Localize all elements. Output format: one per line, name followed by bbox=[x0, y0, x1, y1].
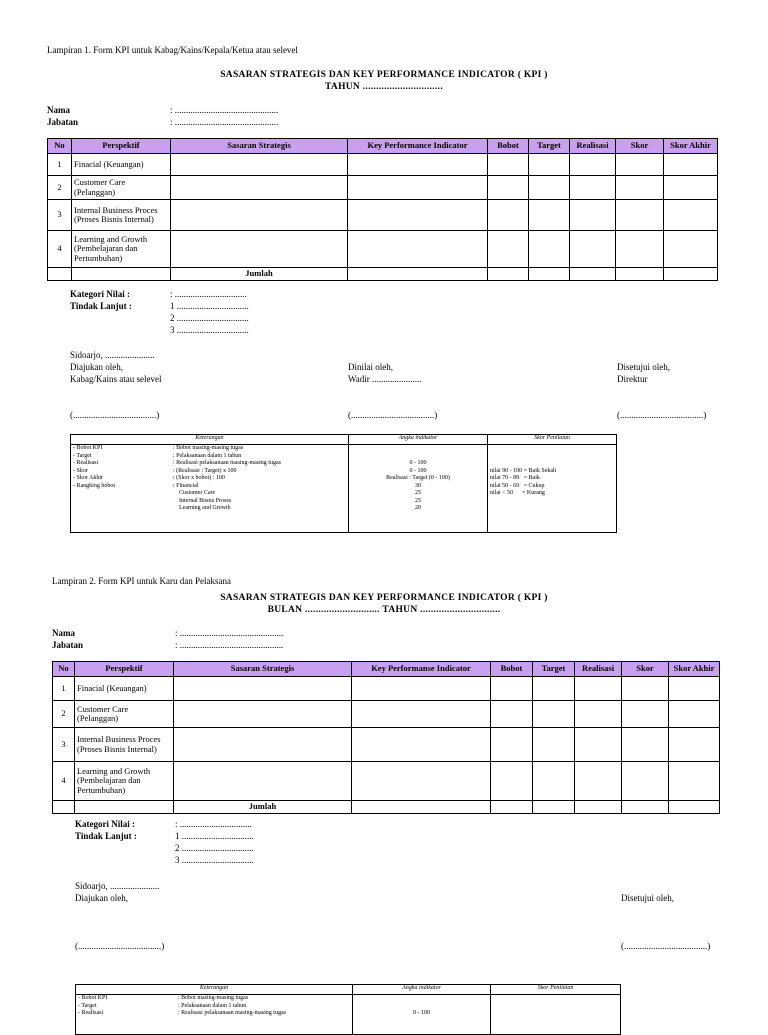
skor-header: Skor Penilaian bbox=[491, 985, 621, 995]
cell-skor-akhir[interactable] bbox=[664, 268, 718, 281]
cell-skor[interactable] bbox=[616, 176, 664, 200]
form2-disetujui: Disetujui oleh, bbox=[621, 893, 674, 903]
table-row bbox=[53, 701, 720, 728]
cell-sasaran[interactable] bbox=[171, 200, 348, 231]
row-perspektif: Learning and Growth (Pembelajaran dan Pertumbuhan) bbox=[75, 762, 174, 801]
cell-target[interactable] bbox=[529, 154, 570, 176]
cell-kpi[interactable] bbox=[348, 154, 488, 176]
cell-skor-akhir[interactable] bbox=[669, 701, 720, 728]
table-row bbox=[48, 231, 718, 268]
tindak-item[interactable]: 2 ................................ bbox=[175, 843, 254, 853]
header-realisasi: Realisasi bbox=[570, 139, 616, 154]
cell-bobot[interactable] bbox=[488, 176, 529, 200]
form1-tindak-label: Tindak Lanjut : bbox=[70, 301, 132, 311]
row-no: 2 bbox=[53, 701, 75, 728]
cell-target[interactable] bbox=[529, 176, 570, 200]
header-skor-akhir: Skor Akhir bbox=[664, 139, 718, 154]
cell-target[interactable] bbox=[533, 728, 575, 762]
form1-keterangan-table bbox=[70, 434, 617, 533]
table-row bbox=[53, 762, 720, 801]
cell-sasaran[interactable] bbox=[174, 728, 352, 762]
cell-sasaran[interactable] bbox=[174, 701, 352, 728]
form2-signature-1: (.....................................) bbox=[75, 941, 165, 951]
cell-sasaran[interactable] bbox=[174, 677, 352, 701]
tindak-item[interactable]: 3 ................................ bbox=[170, 325, 249, 335]
row-no: 3 bbox=[48, 200, 72, 231]
table-row bbox=[53, 677, 720, 701]
header-target: Target bbox=[533, 662, 575, 677]
form1-kategori-field[interactable]: : ................................ bbox=[170, 289, 247, 299]
cell-bobot[interactable] bbox=[491, 801, 533, 814]
row-perspektif: Internal Business Proces (Proses Bisnis Internal) bbox=[72, 200, 171, 231]
row-perspektif: Finacial (Keuangan) bbox=[72, 154, 171, 176]
table-header-row bbox=[53, 662, 720, 677]
header-target: Target bbox=[529, 139, 570, 154]
form1-place-date: Sidoarjo, ...................... bbox=[70, 350, 155, 360]
header-no: No bbox=[53, 662, 75, 677]
cell-skor[interactable] bbox=[616, 154, 664, 176]
cell-realisasi[interactable] bbox=[575, 701, 622, 728]
jumlah-label: Jumlah bbox=[171, 268, 348, 281]
form2-jabatan-label: Jabatan bbox=[52, 640, 84, 650]
header-sasaran: Sasaran Strategis bbox=[171, 139, 348, 154]
jumlah-label: Jumlah bbox=[174, 801, 352, 814]
cell-skor[interactable] bbox=[616, 268, 664, 281]
row-no: 4 bbox=[53, 762, 75, 801]
cell-realisasi[interactable] bbox=[570, 268, 616, 281]
cell-kpi[interactable] bbox=[352, 728, 491, 762]
angka-header: Angka indikator bbox=[349, 435, 488, 445]
cell-bobot[interactable] bbox=[488, 268, 529, 281]
header-realisasi: Realisasi bbox=[575, 662, 622, 677]
form1-dinilai: Dinilai oleh, bbox=[348, 362, 393, 372]
cell-skor-akhir[interactable] bbox=[664, 200, 718, 231]
form2-kpi-table bbox=[52, 661, 720, 814]
cell-skor-akhir[interactable] bbox=[664, 231, 718, 268]
cell-skor[interactable] bbox=[622, 728, 669, 762]
form2-nama-label: Nama bbox=[52, 628, 75, 638]
cell-bobot[interactable] bbox=[488, 231, 529, 268]
cell-sasaran[interactable] bbox=[174, 762, 352, 801]
cell-bobot[interactable] bbox=[491, 762, 533, 801]
cell-skor[interactable] bbox=[616, 200, 664, 231]
cell-kpi[interactable] bbox=[348, 200, 488, 231]
cell-target[interactable] bbox=[533, 801, 575, 814]
cell-realisasi[interactable] bbox=[570, 231, 616, 268]
form1-jabatan-field[interactable]: : .............................................. bbox=[170, 117, 279, 127]
angka-list: 0 - 100 0 - 100 Realisasi : Target (0 - 100) 30 25 25 20 bbox=[349, 445, 488, 533]
cell-skor-akhir[interactable] bbox=[669, 801, 720, 814]
cell-realisasi[interactable] bbox=[570, 176, 616, 200]
row-no: 1 bbox=[53, 677, 75, 701]
cell-realisasi[interactable] bbox=[575, 762, 622, 801]
cell-sasaran[interactable] bbox=[171, 176, 348, 200]
form2-kategori-label: Kategori Nilai : bbox=[75, 819, 135, 829]
jumlah-row bbox=[53, 801, 720, 814]
cell-target[interactable] bbox=[529, 200, 570, 231]
header-bobot: Bobot bbox=[488, 139, 529, 154]
header-bobot: Bobot bbox=[491, 662, 533, 677]
row-no: 1 bbox=[48, 154, 72, 176]
form2-place-date: Sidoarjo, ...................... bbox=[75, 881, 160, 891]
table-row bbox=[53, 728, 720, 762]
header-skor: Skor bbox=[622, 662, 669, 677]
cell-bobot[interactable] bbox=[491, 728, 533, 762]
form1-tindak-list bbox=[170, 301, 249, 336]
cell-skor-akhir[interactable] bbox=[664, 154, 718, 176]
form2-lampiran: Lampiran 2. Form KPI untuk Karu dan Pelaksana bbox=[52, 576, 231, 586]
table-row bbox=[48, 176, 718, 200]
jumlah-row bbox=[48, 268, 718, 281]
header-skor: Skor bbox=[616, 139, 664, 154]
form1-nama-field[interactable]: : .............................................. bbox=[170, 105, 279, 115]
form1-signature-3: (.....................................) bbox=[617, 410, 707, 420]
cell-sasaran[interactable] bbox=[171, 231, 348, 268]
skor-header: Skor Penilaian bbox=[488, 435, 617, 445]
cell-skor-akhir[interactable] bbox=[669, 728, 720, 762]
cell-skor[interactable] bbox=[616, 231, 664, 268]
cell-target[interactable] bbox=[529, 268, 570, 281]
angka-header: Angka indikator bbox=[353, 985, 491, 995]
form2-tindak-label: Tindak Lanjut : bbox=[75, 831, 137, 841]
form2-jabatan-field[interactable]: : .............................................. bbox=[175, 640, 284, 650]
cell-target[interactable] bbox=[533, 677, 575, 701]
row-perspektif: Customer Care (Pelanggan) bbox=[75, 701, 174, 728]
cell-skor[interactable] bbox=[622, 677, 669, 701]
form2-nama-field[interactable]: : .............................................. bbox=[175, 628, 284, 638]
form1-jabatan-label: Jabatan bbox=[47, 117, 79, 127]
row-no: 4 bbox=[48, 231, 72, 268]
form1-signature-2: (.....................................) bbox=[348, 410, 438, 420]
header-sasaran: Sasaran Strategis bbox=[174, 662, 352, 677]
cell-skor[interactable] bbox=[622, 801, 669, 814]
form2-diajukan: Diajukan oleh, bbox=[75, 893, 128, 903]
tindak-item[interactable]: 2 ................................ bbox=[170, 313, 249, 323]
form1-title: SASARAN STRATEGIS DAN KEY PERFORMANCE INDICATOR ( KPI ) bbox=[220, 70, 548, 80]
form1-diajukan-role: Kabag/Kains atau selevel bbox=[70, 374, 162, 384]
row-perspektif: Internal Business Proces (Proses Bisnis Internal) bbox=[75, 728, 174, 762]
cell-kpi[interactable] bbox=[352, 701, 491, 728]
cell-realisasi[interactable] bbox=[575, 801, 622, 814]
cell-bobot[interactable] bbox=[491, 701, 533, 728]
header-kpi: Key Performanse Indicator bbox=[352, 662, 491, 677]
cell-kpi[interactable] bbox=[352, 677, 491, 701]
table-header-row bbox=[48, 139, 718, 154]
form2-tindak-list bbox=[175, 831, 254, 866]
header-no: No bbox=[48, 139, 72, 154]
cell-target[interactable] bbox=[529, 231, 570, 268]
cell-skor-akhir[interactable] bbox=[664, 176, 718, 200]
header-kpi: Key Performance Indicator bbox=[348, 139, 488, 154]
ket-header: Keterangan bbox=[71, 435, 349, 445]
cell-skor[interactable] bbox=[622, 762, 669, 801]
form1-subtitle: TAHUN .............................. bbox=[324, 82, 444, 92]
cell-sasaran[interactable] bbox=[171, 154, 348, 176]
cell-bobot[interactable] bbox=[488, 154, 529, 176]
form1-disetujui: Disetujui oleh, bbox=[617, 362, 670, 372]
form1-disetujui-role: Direktur bbox=[617, 374, 648, 384]
cell-kpi[interactable] bbox=[348, 231, 488, 268]
tindak-item[interactable]: 1 ................................ bbox=[175, 831, 254, 841]
tindak-item[interactable]: 3 ................................ bbox=[175, 855, 254, 865]
cell-kpi[interactable] bbox=[348, 268, 488, 281]
form2-signature-3: (.....................................) bbox=[621, 941, 711, 951]
cell-kpi[interactable] bbox=[352, 801, 491, 814]
angka-list: 0 - 100 bbox=[353, 995, 491, 1035]
row-perspektif: Learning and Growth (Pembelajaran dan Pertumbuhan) bbox=[72, 231, 171, 268]
cell-kpi[interactable] bbox=[348, 176, 488, 200]
form1-diajukan: Diajukan oleh, bbox=[70, 362, 123, 372]
form2-title: SASARAN STRATEGIS DAN KEY PERFORMANCE INDICATOR ( KPI ) bbox=[220, 593, 548, 603]
form1-lampiran: Lampiran 1. Form KPI untuk Kabag/Kains/Kepala/Ketua atau selevel bbox=[47, 45, 298, 55]
cell-realisasi[interactable] bbox=[575, 677, 622, 701]
form1-nama-label: Nama bbox=[47, 105, 70, 115]
cell-realisasi[interactable] bbox=[570, 154, 616, 176]
form2-subtitle: BULAN ............................ TAHUN .............................. bbox=[267, 605, 501, 615]
table-row bbox=[48, 200, 718, 231]
form1-kategori-label: Kategori Nilai : bbox=[70, 289, 130, 299]
cell-target[interactable] bbox=[533, 701, 575, 728]
header-perspektif: Perspektif bbox=[72, 139, 171, 154]
tindak-item[interactable]: 1 ................................ bbox=[170, 301, 249, 311]
ket-list: - Bobot KPI : Bobot masing-masing tugas - Target : Pelaksanaan dalam 1 tahun - Realisasi : Realisasi pelaksanaan masing-masing tugas bbox=[76, 995, 353, 1035]
ket-list: - Bobot KPI : Bobot masing-masing tugas - Target : Pelaksanaan dalam 1 tahun - Realisasi : Realisasi pelaksanaan masing-masing tugas - Skor : (Realisasi : Target) x 100 - Skor Akhir : (Skor x bobot) : 100 - Rangking bobot : Financial Customer Care Internal Bisnis Proses Learning and Growth bbox=[71, 445, 349, 533]
form1-dinilai-role: Wadir ...................... bbox=[348, 374, 422, 384]
cell-realisasi[interactable] bbox=[575, 728, 622, 762]
skor-list bbox=[491, 995, 621, 1035]
row-no: 2 bbox=[48, 176, 72, 200]
cell-target[interactable] bbox=[533, 762, 575, 801]
cell-kpi[interactable] bbox=[352, 762, 491, 801]
header-perspektif: Perspektif bbox=[75, 662, 174, 677]
row-perspektif: Finacial (Keuangan) bbox=[75, 677, 174, 701]
cell-bobot[interactable] bbox=[491, 677, 533, 701]
cell-skor-akhir[interactable] bbox=[669, 677, 720, 701]
cell-skor[interactable] bbox=[622, 701, 669, 728]
row-no: 3 bbox=[53, 728, 75, 762]
form1-signature-1: (.....................................) bbox=[70, 410, 160, 420]
row-perspektif: Customer Care (Pelanggan) bbox=[72, 176, 171, 200]
form2-keterangan-table bbox=[75, 984, 621, 1035]
cell-realisasi[interactable] bbox=[570, 200, 616, 231]
skor-list: nilai 90 - 100 = Baik Sekali nilai 70 - 89 = Baik nilai 50 - 69 = Cukup nilai < 50 = Kurang bbox=[488, 445, 617, 533]
ket-header: Keterangan bbox=[76, 985, 353, 995]
form2-kategori-field[interactable]: : ................................ bbox=[175, 819, 252, 829]
form1-kpi-table bbox=[47, 138, 718, 281]
cell-skor-akhir[interactable] bbox=[669, 762, 720, 801]
table-row bbox=[48, 154, 718, 176]
cell-bobot[interactable] bbox=[488, 200, 529, 231]
header-skor-akhir: Skor Akhir bbox=[669, 662, 720, 677]
